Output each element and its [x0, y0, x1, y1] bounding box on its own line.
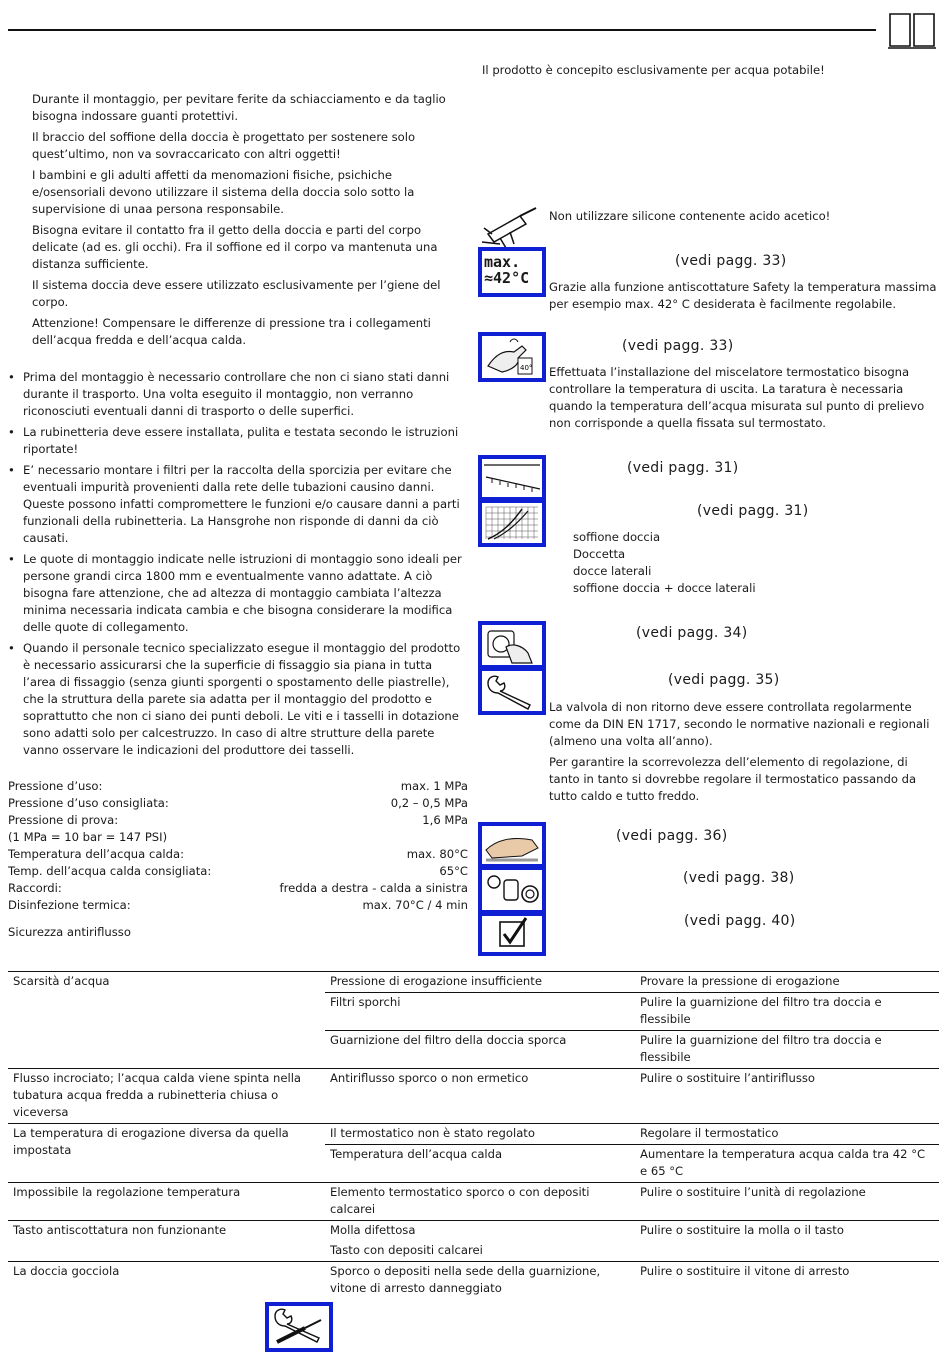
cause-cell: Tasto con depositi calcarei: [330, 1243, 483, 1257]
problem-cell: La temperatura di erogazione diversa da quella impostata: [8, 1124, 325, 1183]
spec-row: [8, 778, 468, 795]
table-row: [8, 1262, 939, 1300]
maintenance-text: Per garantire la scorrevolezza dell’elemento di regolazione, di tanto in tanto si dovrebbe regolare il termostatico passando da tutto caldo e tutto freddo.: [549, 755, 917, 803]
potable-note: Il prodotto è concepito esclusivamente per acqua potabile!: [482, 63, 825, 77]
installation-note: • Quando il personale tecnico specializzato esegue il montaggio del prodotto è necessario assicurarsi che la superficie di fissaggio sia piana in tutta l’area di fissaggio (senza giunti sporgenti o spostamento delle piastrelle), che la struttura della parete sia adatta per il montaggio del prodotto e soprattutto che non ci siano dei punti deboli. Le viti e i tasselli in dotazione sono adatti solo per calcestruzzo. In caso di altre strutture della parete vanno osservare le indicazioni del produttore dei tasselli.: [8, 640, 468, 759]
remedy-cell: Regolare il termostatico: [635, 1124, 939, 1145]
hand-knob-icon: [478, 621, 546, 669]
backflow-label: Sicurezza antiriflusso: [8, 925, 131, 939]
problem-cell: La doccia gocciola: [8, 1262, 325, 1300]
silicone-gun-icon: [480, 204, 546, 248]
installation-note: • La rubinetteria deve essere installata, pulita e testata secondo le istruzioni riportate!: [8, 424, 468, 458]
safety-text: Grazie alla funzione antiscottature Safety la temperatura massima per esempio max. 42° C desiderata è facilmente regolabile.: [549, 280, 937, 311]
tools-icon: [265, 1302, 333, 1352]
table-row: [8, 1124, 939, 1145]
checkbox-icon: [478, 912, 546, 956]
open-book-icon: [886, 10, 938, 50]
installation-note: • Le quote di montaggio indicate nelle istruzioni di montaggio sono ideali per persone grandi circa 1800 mm e eventualmente vanno adattate. A ciò bisogna fare attenzione, che ad altezza di montaggio cambiata l’altezza minima necessaria indicata cambia e che bisogna considerare la modifica delle quote di collegamento.: [8, 551, 468, 636]
spec-value: 65°C: [439, 864, 468, 878]
spec-value: max. 1 MPa: [400, 779, 468, 793]
spec-label: (1 MPa = 10 bar = 147 PSI): [8, 830, 168, 844]
remedy-cell: Aumentare la temperatura acqua calda tra 42 °C e 65 °C: [635, 1145, 939, 1183]
ref-test: (vedi pagg. 40): [684, 913, 796, 929]
cause-cell: Il termostatico non è stato regolato: [325, 1124, 635, 1145]
cause-cell: Molla difettosa: [325, 1221, 635, 1242]
cause-cell: Guarnizione del filtro della doccia sporca: [325, 1031, 635, 1069]
flow-list-item: soffione doccia + docce laterali: [573, 581, 756, 595]
silicone-note: Non utilizzare silicone contenente acido acetico!: [549, 209, 831, 223]
table-row: [8, 1221, 939, 1242]
table-row: [8, 972, 939, 993]
spec-label: Pressione di prova:: [8, 813, 119, 827]
cause-cell: Elemento termostatico sporco o con depositi calcarei: [325, 1183, 635, 1221]
spec-value: 0,2 – 0,5 MPa: [390, 796, 468, 810]
flow-list-item: soffione doccia: [573, 530, 661, 544]
spare-parts-icon: [478, 866, 546, 914]
spec-row: [8, 897, 468, 914]
cleaning-hand-icon: [478, 822, 546, 868]
flow-list: [573, 529, 756, 597]
cause-cell: Antiriflusso sporco o non ermetico: [325, 1069, 635, 1124]
safety-note: Bisogna evitare il contatto fra il getto della doccia e parti del corpo delicate (ad es. gli occhi). Fra il soffione ed il corpo va mantenuta una distanza sufficiente.: [32, 223, 438, 271]
spec-value: max. 70°C / 4 min: [362, 898, 468, 912]
max-temperature-icon: [478, 247, 546, 297]
max-icon-line2: ≈42°C: [484, 269, 530, 287]
cause-cell: Pressione di erogazione insufficiente: [325, 972, 635, 993]
problem-cell: Flusso incrociato; l’acqua calda viene spinta nella tubatura acqua fredda a rubinetteria chiusa o viceversa: [8, 1069, 325, 1124]
remedy-cell: Pulire la guarnizione del filtro tra doccia e flessibile: [635, 1031, 939, 1069]
safety-note: Attenzione! Compensare le differenze di pressione tra i collegamenti dell’acqua fredda e dell’acqua calda.: [32, 316, 431, 347]
problem-cell: Impossibile la regolazione temperatura: [8, 1183, 325, 1221]
spec-label: Temp. dell’acqua calda consigliata:: [8, 864, 212, 878]
spec-row: [8, 863, 468, 880]
remedy-cell: Pulire o sostituire l’antiriflusso: [635, 1069, 939, 1124]
remedy-cell: Pulire la guarnizione del filtro tra doccia e flessibile: [635, 993, 939, 1031]
spec-row: [8, 880, 468, 897]
safety-note: Durante il montaggio, per pevitare ferite da schiacciamento e da taglio bisogna indossare guanti protettivi.: [32, 92, 446, 123]
ref-parts: (vedi pagg. 38): [683, 870, 795, 886]
safety-note: Il sistema doccia deve essere utilizzato esclusivamente per l’giene del corpo.: [32, 278, 441, 309]
ref-flow: (vedi pagg. 31): [697, 503, 809, 519]
safety-note: Il braccio del soffione della doccia è progettato per sostenere solo quest’ultimo, non va sovraccaricato con altri oggetti!: [32, 130, 416, 161]
remedy-cell: Pulire o sostituire l’unità di regolazione: [635, 1183, 939, 1221]
safety-notes: [32, 91, 452, 353]
ref-safety: (vedi pagg. 33): [675, 253, 787, 269]
cause-cell: Temperatura dell’acqua calda: [325, 1145, 635, 1183]
flow-chart-icon: [478, 499, 546, 547]
wrench-icon: [478, 667, 546, 715]
remedy-cell: Provare la pressione di erogazione: [635, 972, 939, 993]
spec-label: Disinfezione termica:: [8, 898, 131, 912]
technical-specs: [8, 778, 468, 914]
cause-cell: Filtri sporchi: [325, 993, 635, 1031]
flow-list-item: Doccetta: [573, 547, 626, 561]
spec-value: 1,6 MPa: [422, 813, 468, 827]
problem-cell: Tasto antiscottatura non funzionante: [8, 1221, 325, 1262]
spec-label: Pressione d’uso consigliata:: [8, 796, 169, 810]
table-row: [8, 1069, 939, 1124]
installation-note: • Prima del montaggio è necessario controllare che non ci siano stati danni durante il trasporto. Una volta eseguito il montaggio, non verranno riconosciuti eventuali danni di trasporto o delle superfici.: [8, 369, 468, 420]
flow-list-item: docce laterali: [573, 564, 652, 578]
maintenance-text: La valvola di non ritorno deve essere controllata regolarmente come da DIN EN 1717, secondo le normative nazionali e regionali (almeno una volta all’anno).: [549, 700, 930, 748]
remedy-cell: Pulire o sostituire il vitone di arresto: [635, 1262, 939, 1300]
table-row: [8, 1183, 939, 1221]
spec-row: [8, 812, 468, 829]
spec-label: Raccordi:: [8, 881, 62, 895]
cause-cell: Sporco o depositi nella sede della guarnizione, vitone di arresto danneggiato: [325, 1262, 635, 1300]
ref-dimensions: (vedi pagg. 31): [627, 460, 739, 476]
svg-text:40°: 40°: [520, 364, 533, 372]
ref-calibration: (vedi pagg. 33): [622, 338, 734, 354]
ref-cleaning: (vedi pagg. 36): [616, 828, 728, 844]
spec-value: max. 80°C: [406, 847, 468, 861]
thermometer-hand-icon: [478, 332, 546, 382]
ruler-dimensions-icon: [478, 455, 546, 501]
spec-row: [8, 829, 468, 846]
problem-cell: Scarsità d’acqua: [8, 972, 325, 1069]
spec-value: fredda a destra - calda a sinistra: [279, 881, 468, 895]
ref-maintenance: (vedi pagg. 35): [668, 672, 780, 688]
spec-row: [8, 846, 468, 863]
spec-label: Pressione d’uso:: [8, 779, 103, 793]
spec-row: [8, 795, 468, 812]
ref-handling: (vedi pagg. 34): [636, 625, 748, 641]
safety-note: I bambini e gli adulti affetti da menomazioni fisiche, psichiche e/osensoriali devono utilizzare il sistema della doccia solo sotto la supervisione di unaa persona responsabile.: [32, 168, 415, 216]
installation-note: • E’ necessario montare i filtri per la raccolta della sporcizia per evitare che eventuali impurità provenienti dalla rete delle tubazioni causino danni. Queste possono infatti compromettere le funzioni e/o causare danni a parti funzionali della rubinetteria. La Hansgrohe non risponde di danni da ciò causati.: [8, 462, 468, 547]
header-rule: [8, 29, 876, 31]
remedy-cell: Pulire o sostituire la molla o il tasto: [635, 1221, 939, 1262]
installation-notes: [8, 369, 468, 763]
spec-label: Temperatura dell’acqua calda:: [8, 847, 185, 861]
calibration-text: Effettuata l’installazione del miscelatore termostatico bisogna controllare la temperatura di uscita. La taratura è necessaria quando la temperatura dell’acqua misurata sul punto di prelievo non corrisponde a quella fissata sul termostato.: [549, 365, 925, 430]
troubleshooting-table: [8, 971, 939, 1299]
max-icon-line1: max.: [484, 253, 521, 271]
